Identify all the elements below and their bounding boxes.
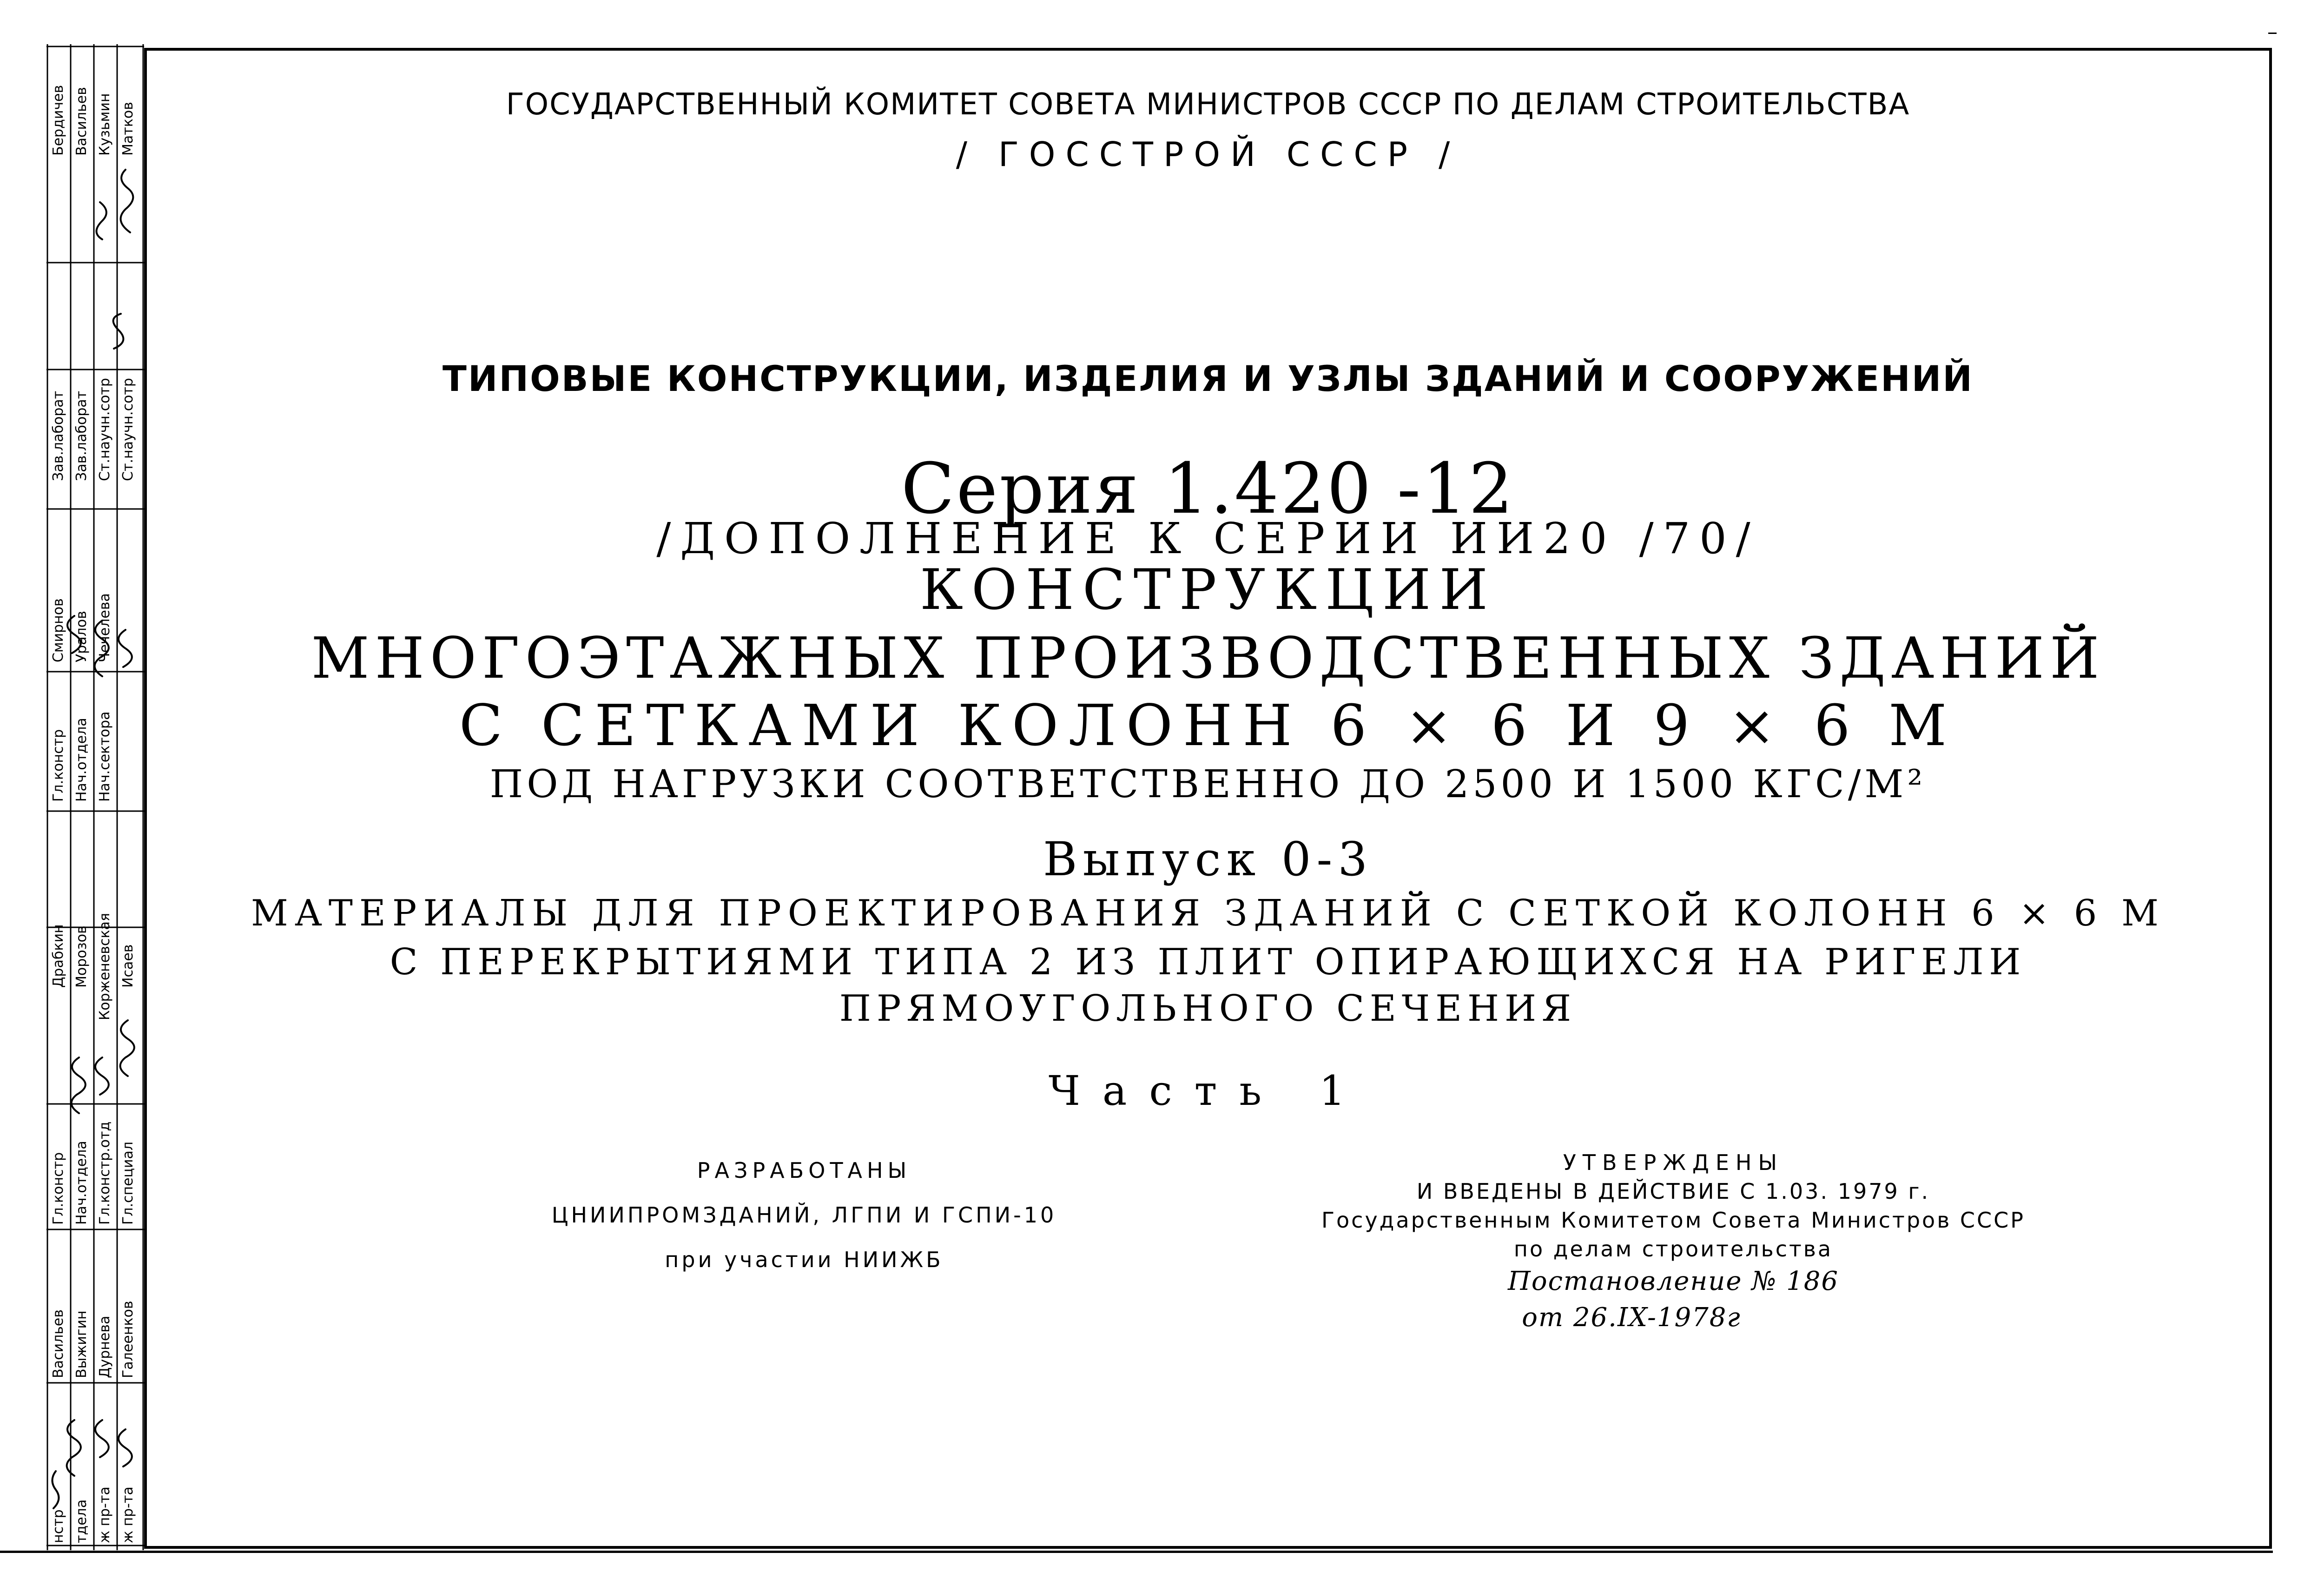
stamp-position: Гл.констр [50,729,66,802]
stamp-position: Нач.отдела [73,1141,90,1225]
stamp-surname: Драбкин [50,924,66,988]
developed-block [548,1148,1060,1282]
stamp-surname: Галеенков [120,1301,136,1378]
approval-stamp [46,44,144,1550]
stamp-surname: Выжигин [73,1310,90,1378]
developed-org: ЦНИИПРОМЗДАНИЙ, ЛГПИ И ГСПИ-10 [551,1202,1057,1228]
approved-date: от 26.IX-1978г [1522,1302,1741,1333]
stamp-position: Зав.лаборат [73,390,90,481]
stamp-position: Ст.научн.сотр [97,378,113,481]
stamp-position: Гл.констр.отд [97,1121,113,1225]
title-line-1: КОНСТРУКЦИИ [919,558,1497,622]
stamp-position: Гл.констр [50,1152,66,1225]
developed-participation: при участии НИИЖБ [665,1247,944,1272]
title-line-4: ПОД НАГРУЗКИ СООТВЕТСТВЕННО ДО 2500 И 1500 КГС/М² [489,762,1927,806]
stamp-surname-top: Васильев [73,87,90,156]
series-supplement: /ДОПОЛНЕНИЕ К СЕРИИ ИИ20 /70/ [656,514,1760,563]
approved-line-3: по делам строительства [1513,1236,1833,1262]
materials-line-1: МАТЕРИАЛЫ ДЛЯ ПРОЕКТИРОВАНИЯ ЗДАНИЙ С СЕТКОЙ КОЛОНН 6 × 6 М [251,892,2166,934]
materials-line-3: ПРЯМОУГОЛЬНОГО СЕЧЕНИЯ [839,988,1577,1030]
bottom-rule [0,1551,2273,1553]
stamp-surname: Васильев [50,1309,66,1378]
approved-decree: Постановление № 186 [1508,1266,1839,1296]
stamp-surname: Смирнов [50,598,66,662]
signature-scribbles [46,44,144,1550]
title-line-2: МНОГОЭТАЖНЫХ ПРОИЗВОДСТВЕННЫХ ЗДАНИЙ [311,625,2105,691]
developed-heading: РАЗРАБОТАНЫ [697,1158,911,1183]
stamp-surname: Корженевская [97,913,113,1020]
stamp-surname: Исаев [120,944,136,988]
approved-block [1301,1148,2045,1336]
part-number: Часть 1 [1048,1067,1368,1115]
stamp-position: Нач.отдела [73,718,90,802]
stamp-position: Зав.лаборат [50,390,66,481]
issue-number: Выпуск 0-3 [1043,832,1373,886]
committee-name: ГОСУДАРСТВЕННЫЙ КОМИТЕТ СОВЕТА МИНИСТРОВ СССР ПО ДЕЛАМ СТРОИТЕЛЬСТВА [506,87,1910,122]
stamp-position: Нач.сектора [97,711,113,802]
stamp-surname: Чечелева [97,593,113,662]
stamp-position-cut: тдела [73,1499,90,1543]
corner-mark [2268,33,2277,34]
materials-line-2: С ПЕРЕКРЫТИЯМИ ТИПА 2 ИЗ ПЛИТ ОПИРАЮЩИХСЯ НА РИГЕЛИ [390,941,2027,983]
title-line-3: С СЕТКАМИ КОЛОНН 6 × 6 И 9 × 6 М [459,693,1957,759]
stamp-position: Ст.научн.сотр [120,378,136,481]
stamp-position: Гл.специал [120,1141,136,1225]
stamp-surname: Морозов [73,925,90,988]
approved-heading: УТВЕРЖДЕНЫ [1563,1150,1784,1175]
approved-line-2: Государственным Комитетом Совета Министров СССР [1321,1208,2026,1233]
stamp-surname: Дурнева [97,1315,113,1378]
stamp-surname-top: Кузьмин [97,93,113,156]
stamp-position-cut: нстр [50,1509,66,1543]
stamp-position-cut: ж пр-та [97,1486,113,1543]
series-number: Серия 1.420 -12 [901,449,1515,529]
approved-line-1: И ВВЕДЕНЫ В ДЕЙСТВИЕ С 1.03. 1979 г. [1416,1179,1930,1204]
category-heading: ТИПОВЫЕ КОНСТРУКЦИИ, ИЗДЕЛИЯ И УЗЛЫ ЗДАНИЙ И СООРУЖЕНИЙ [442,358,1974,399]
stamp-surname-top: Матков [120,102,136,156]
gosstroy-label: / ГОССТРОЙ СССР / [956,135,1460,174]
stamp-surname-top: Бердичев [50,85,66,156]
stamp-surname: Уралов [73,611,90,662]
stamp-position-cut: ж пр-та [120,1486,136,1543]
